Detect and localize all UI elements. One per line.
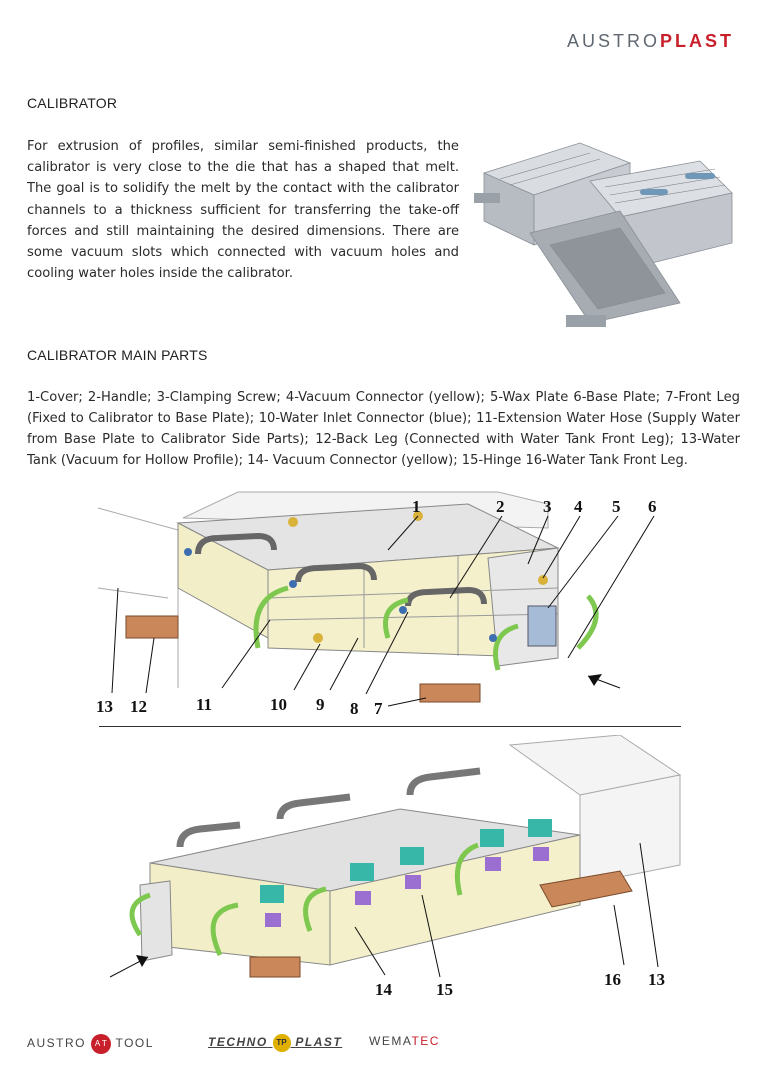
austrotool-logo (27, 1034, 154, 1054)
part-label-1: 1 (412, 497, 421, 516)
part-label-9: 9 (316, 695, 325, 714)
calibrator-diagram-top (88, 488, 688, 718)
part-label-13: 13 (96, 697, 113, 716)
part-label-7: 7 (374, 699, 383, 718)
part-label-14: 14 (375, 980, 392, 999)
wematec-part-1: WEMA (369, 1034, 412, 1048)
calibrator-diagram-bottom (100, 735, 690, 1005)
technoplast-mark: TP (273, 1034, 291, 1052)
main-parts-list: 1-Cover; 2-Handle; 3-Clamping Screw; 4-Vacuum Connector (yellow); 5-Wax Plate 6-Base Plate; 7-Front Leg (Fixed to Calibrator to Base Plate); 10-Water Inlet Connector (blue); 11-Extension Water Hose (Supply Water from Base Plate to Calibrator Side Parts); 12-Back Leg (Connected with Water Tank Front Leg); 13-Water Tank (Vacuum for Hollow Profile); 14- Vacuum Connector (yellow); 15-Hinge 16-Water Tank Front Leg. (27, 390, 740, 468)
part-label-11: 11 (196, 695, 213, 714)
part-label-6: 6 (648, 497, 657, 516)
austrotool-part-1: AUSTRO (27, 1036, 87, 1051)
calibrator-photo (470, 133, 738, 333)
part-label-3: 3 (543, 497, 552, 516)
technoplast-part-1: TECHNO (208, 1035, 268, 1050)
part-label-5: 5 (612, 497, 621, 516)
austrotool-mark: A T (91, 1034, 111, 1054)
wematec-logo (369, 1034, 440, 1048)
brand-part-1: AUSTRO (566, 31, 660, 51)
part-label-2: 2 (496, 497, 505, 516)
austroplast-logo (567, 31, 734, 52)
part-label-16: 16 (604, 970, 621, 989)
part-label-15: 15 (436, 980, 453, 999)
wematec-part-2: TEC (411, 1034, 440, 1048)
part-label-8: 8 (350, 699, 359, 718)
section-heading-main-parts: CALIBRATOR MAIN PARTS (27, 347, 208, 363)
section-heading-calibrator: CALIBRATOR (27, 95, 118, 111)
part-label-12: 12 (130, 697, 147, 716)
calibrator-description: For extrusion of profiles, similar semi-finished products, the calibrator is very close to the die that has a shaped that melt. The goal is to solidify the melt by the contact with the calibrator channels to a thickness sufficient for transferring the take-off forces and still maintaining the desired dimensions. There are some vacuum slots which connected with vacuum holes and cooling water holes inside the calibrator. (27, 139, 459, 282)
part-label-4: 4 (574, 497, 583, 516)
technoplast-logo (208, 1034, 342, 1052)
technoplast-part-2: PLAST (295, 1035, 343, 1050)
part-label-13b: 13 (648, 970, 665, 989)
part-label-10: 10 (270, 695, 287, 714)
diagram-divider (99, 726, 681, 727)
brand-part-2: PLAST (659, 31, 734, 51)
austrotool-part-2: TOOL (115, 1036, 154, 1051)
